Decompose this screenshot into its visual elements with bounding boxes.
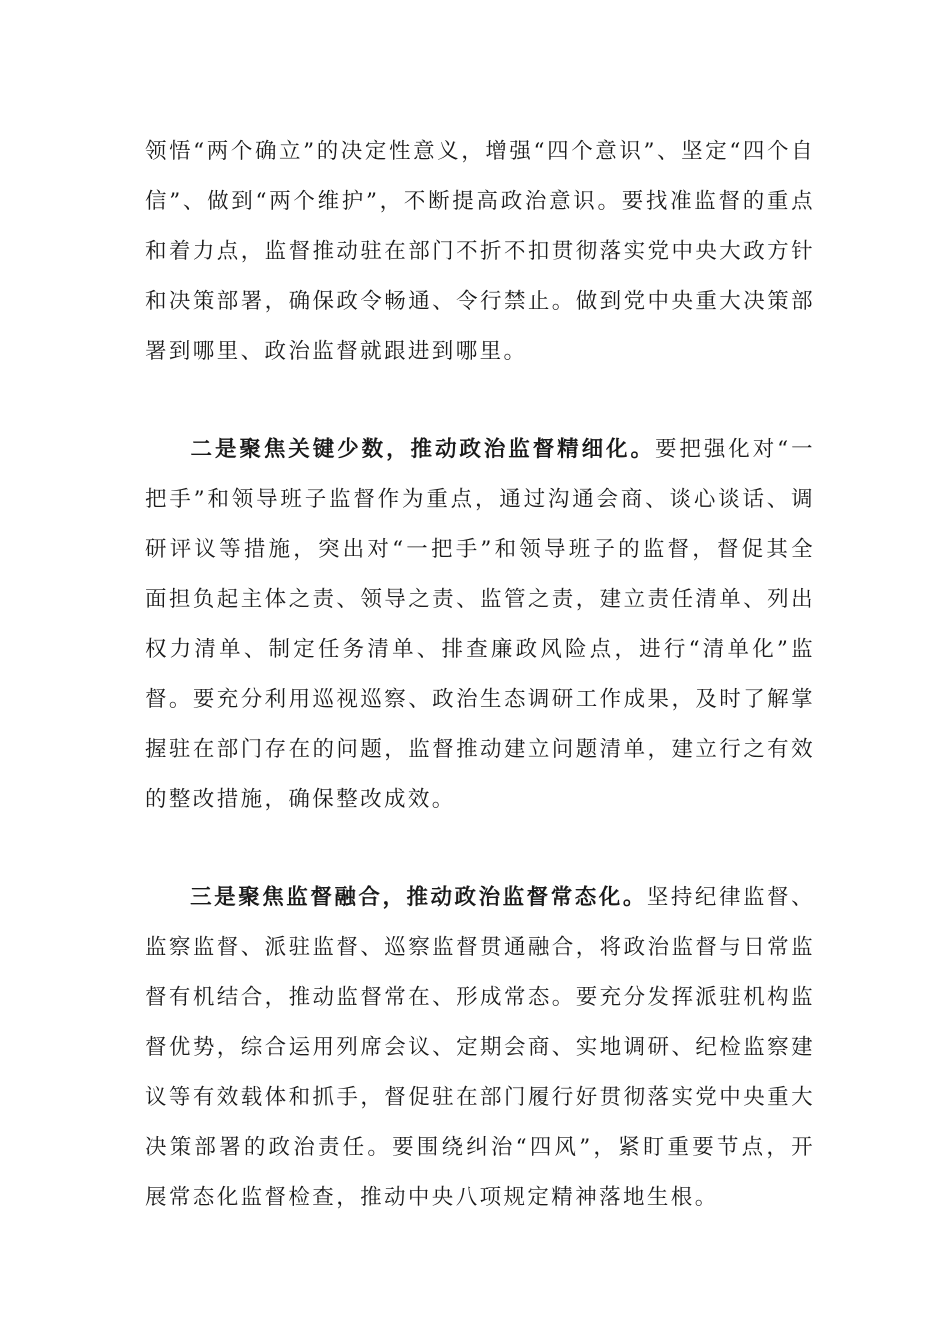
- paragraph-2: [145, 425, 815, 825]
- paragraph-1-body: 领悟“两个确立”的决定性意义，增强“四个意识”、坚定“四个自信”、做到“两个维护”，不断提高政治意识。要找准监督的重点和着力点，监督推动驻在部门不折不扣贯彻落实党中央大政方针和决策部署，确保政令畅通、令行禁止。做到党中央重大决策部署到哪里、政治监督就跟进到哪里。: [145, 139, 815, 364]
- paragraph-2-lead: 二是聚焦关键少数，推动政治监督精细化。: [190, 437, 655, 462]
- paragraph-3: [145, 873, 815, 1223]
- paragraph-3-body: 坚持纪律监督、监察监督、派驻监督、巡察监督贯通融合，将政治监督与日常监督有机结合，推动监督常在、形成常态。要充分发挥派驻机构监督优势，综合运用列席会议、定期会商、实地调研、纪检监察建议等有效载体和抓手，督促驻在部门履行好贯彻落实党中央重大决策部署的政治责任。要围绕纠治“四风”，紧盯重要节点，开展常态化监督检查，推动中央八项规定精神落地生根。: [145, 885, 815, 1210]
- paragraph-2-body: 要把强化对“一把手”和领导班子监督作为重点，通过沟通会商、谈心谈话、调研评议等措施，突出对“一把手”和领导班子的监督，督促其全面担负起主体之责、领导之责、监管之责，建立责任清单、列出权力清单、制定任务清单、排查廉政风险点，进行“清单化”监督。要充分利用巡视巡察、政治生态调研工作成果，及时了解掌握驻在部门存在的问题，监督推动建立问题清单，建立行之有效的整改措施，确保整改成效。: [145, 437, 815, 812]
- paragraph-continuation: [145, 127, 815, 377]
- paragraph-3-lead: 三是聚焦监督融合，推动政治监督常态化。: [190, 885, 647, 910]
